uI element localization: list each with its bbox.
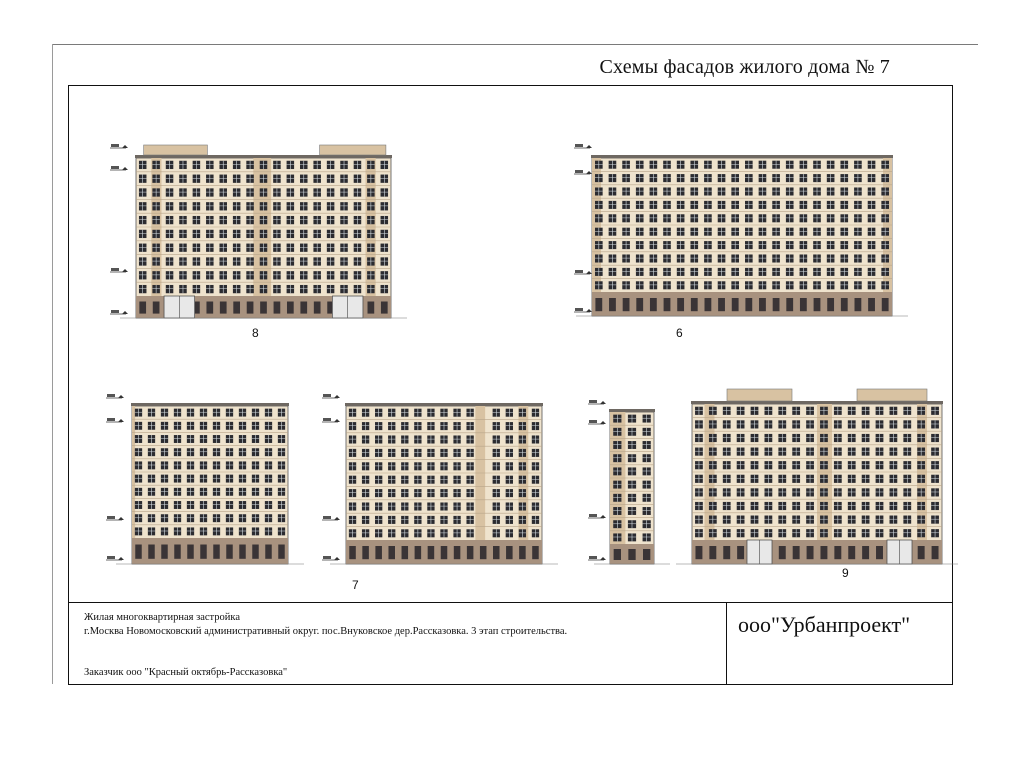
facade-label-6: 6 bbox=[676, 326, 683, 340]
stamp-top-line bbox=[68, 602, 953, 603]
stamp-divider bbox=[726, 602, 727, 685]
facade-9-end bbox=[586, 400, 658, 568]
stamp-company: ооо"Урбанпроект" bbox=[738, 612, 911, 637]
facade-label-8: 8 bbox=[252, 326, 259, 340]
facade-label-9: 9 bbox=[842, 566, 849, 580]
sheet-title: Схемы фасадов жилого дома № 7 bbox=[599, 56, 890, 78]
facade-label-7: 7 bbox=[352, 578, 359, 592]
stamp-client: Заказчик ооо "Красный октябрь-Рассказовка" bbox=[84, 667, 288, 678]
facade-6 bbox=[572, 142, 897, 320]
stamp-address: г.Москва Новомосковский административный округ. пос.Внуковское дер.Рассказовка. 3 этап строительства. bbox=[84, 626, 568, 637]
stamp-project-name: Жилая многоквартирная застройка bbox=[84, 612, 240, 623]
top-rule bbox=[52, 44, 978, 45]
facade-7-right bbox=[320, 392, 548, 568]
facade-8 bbox=[108, 136, 408, 322]
facade-9-main bbox=[690, 384, 946, 568]
sheet-left-edge bbox=[52, 44, 53, 684]
facade-7-left bbox=[104, 392, 294, 568]
